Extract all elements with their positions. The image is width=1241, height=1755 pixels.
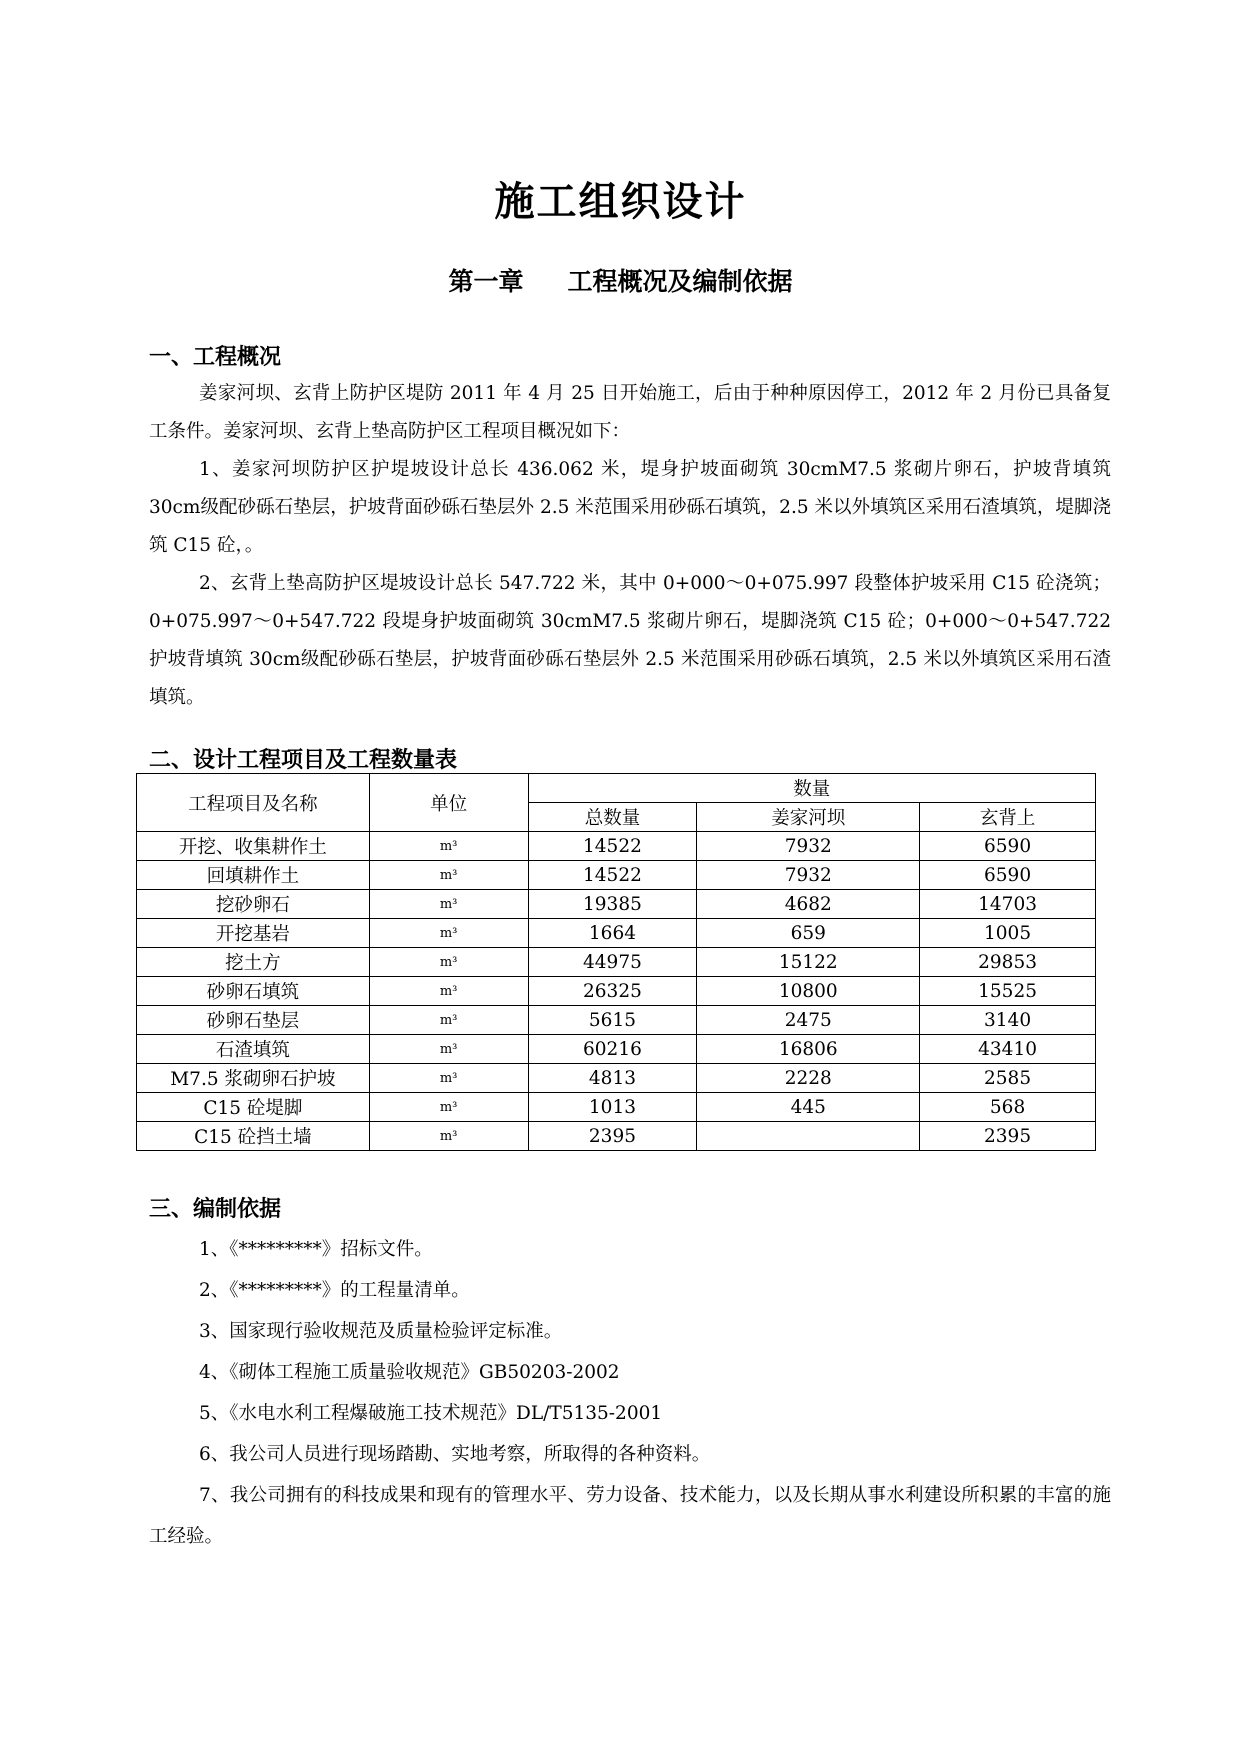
table-row	[137, 1064, 1096, 1093]
overview-paragraph: 姜家河坝、玄背上防护区堤防 2011 年 4 月 25 日开始施工，后由于种种原因停工，2012 年 2 月份已具备复工条件。姜家河坝、玄背上垫高防护区工程项目概况如下：	[149, 383, 1111, 442]
item-name-cell: C15 砼堤脚	[137, 1093, 370, 1122]
header-total: 总数量	[528, 803, 697, 832]
jiangjiaheba-cell: 7932	[697, 861, 920, 890]
total-cell: 14522	[528, 861, 697, 890]
table-row	[137, 948, 1096, 977]
item-name-cell: 石渣填筑	[137, 1035, 370, 1064]
xuanbeishang-cell: 14703	[920, 890, 1096, 919]
item-name-cell: 挖砂卵石	[137, 890, 370, 919]
total-cell: 44975	[528, 948, 697, 977]
basis-item: 7、我公司拥有的科技成果和现有的管理水平、劳力设备、技术能力，以及长期从事水利建设所积累的丰富的施工经验。	[149, 1485, 1111, 1547]
table-row	[137, 1035, 1096, 1064]
xuanbeishang-cell: 568	[920, 1093, 1096, 1122]
jiangjiaheba-cell: 16806	[697, 1035, 920, 1064]
item-name-cell: 开挖、收集耕作土	[137, 832, 370, 861]
basis-item: 2、《*********》的工程量清单。	[199, 1280, 470, 1301]
header-quantity: 数量	[528, 774, 1095, 803]
header-item: 工程项目及名称	[137, 774, 370, 832]
basis-item: 1、《*********》招标文件。	[199, 1239, 433, 1260]
header-xuanbeishang: 玄背上	[920, 803, 1096, 832]
xuanbeishang-cell: 29853	[920, 948, 1096, 977]
total-cell: 60216	[528, 1035, 697, 1064]
chapter-number: 第一章	[448, 267, 524, 296]
document-title: 施工组织设计	[494, 179, 747, 225]
header-jiangjiaheba: 姜家河坝	[697, 803, 920, 832]
unit-cell: m³	[369, 832, 528, 861]
basis-item: 6、我公司人员进行现场踏勘、实地考察，所取得的各种资料。	[199, 1444, 711, 1465]
table-row	[137, 1093, 1096, 1122]
item-name-cell: 挖土方	[137, 948, 370, 977]
item-name-cell: 砂卵石垫层	[137, 1006, 370, 1035]
table-row	[137, 977, 1096, 1006]
item-name-cell: 砂卵石填筑	[137, 977, 370, 1006]
xuanbeishang-cell: 6590	[920, 861, 1096, 890]
section2-heading: 二、设计工程项目及工程数量表	[149, 748, 458, 773]
item-name-cell: 开挖基岩	[137, 919, 370, 948]
total-cell: 1013	[528, 1093, 697, 1122]
chapter-heading	[0, 262, 1241, 298]
jiangjiaheba-cell: 7932	[697, 832, 920, 861]
jiangjiaheba-cell: 15122	[697, 948, 920, 977]
jiangjiaheba-cell: 2475	[697, 1006, 920, 1035]
overview-item-1: 1、姜家河坝防护区护堤坡设计总长 436.062 米，堤身护坡面砌筑 30cmM7.5 浆砌片卵石，护坡背填筑 30cm级配砂砾石垫层，护坡背面砂砾石垫层外 2.5 米范围采用砂砾石填筑，2.5 米以外填筑区采用石渣填筑，堤脚浇筑 C15 砼，。	[149, 459, 1111, 556]
overview-item-2: 2、玄背上垫高防护区堤坡设计总长 547.722 米，其中 0+000～0+075.997 段整体护坡采用 C15 砼浇筑；0+075.997～0+547.722 段堤身护坡面砌筑 30cmM7.5 浆砌片卵石，堤脚浇筑 C15 砼；0+000～0+547.722 护坡背填筑 30cm级配砂砾石垫层，护坡背面砂砾石垫层外 2.5 米范围采用砂砾石填筑，2.5 米以外填筑区采用石渣填筑。	[149, 573, 1111, 708]
section3-heading: 三、编制依据	[149, 1197, 282, 1222]
table-row	[137, 1006, 1096, 1035]
unit-cell: m³	[369, 890, 528, 919]
xuanbeishang-cell: 43410	[920, 1035, 1096, 1064]
unit-cell: m³	[369, 919, 528, 948]
item-name-cell: M7.5 浆砌卵石护坡	[137, 1064, 370, 1093]
unit-cell: m³	[369, 1064, 528, 1093]
total-cell: 14522	[528, 832, 697, 861]
table-row	[137, 1122, 1096, 1151]
unit-cell: m³	[369, 1006, 528, 1035]
unit-cell: m³	[369, 1122, 528, 1151]
xuanbeishang-cell: 2395	[920, 1122, 1096, 1151]
unit-cell: m³	[369, 861, 528, 890]
table-row	[137, 919, 1096, 948]
unit-cell: m³	[369, 977, 528, 1006]
xuanbeishang-cell: 6590	[920, 832, 1096, 861]
jiangjiaheba-cell: 445	[697, 1093, 920, 1122]
basis-item: 5、《水电水利工程爆破施工技术规范》DL/T5135-2001	[199, 1403, 663, 1424]
total-cell: 19385	[528, 890, 697, 919]
unit-cell: m³	[369, 948, 528, 977]
chapter-name: 工程概况及编制依据	[567, 267, 793, 296]
jiangjiaheba-cell: 659	[697, 919, 920, 948]
table-row	[137, 890, 1096, 919]
total-cell: 4813	[528, 1064, 697, 1093]
table-row	[137, 832, 1096, 861]
unit-cell: m³	[369, 1035, 528, 1064]
xuanbeishang-cell: 3140	[920, 1006, 1096, 1035]
basis-item: 3、国家现行验收规范及质量检验评定标准。	[199, 1321, 563, 1342]
basis-item: 4、《砌体工程施工质量验收规范》GB50203-2002	[199, 1362, 620, 1383]
xuanbeishang-cell: 1005	[920, 919, 1096, 948]
table-row	[137, 861, 1096, 890]
jiangjiaheba-cell: 2228	[697, 1064, 920, 1093]
header-unit: 单位	[369, 774, 528, 832]
item-name-cell: C15 砼挡土墙	[137, 1122, 370, 1151]
xuanbeishang-cell: 2585	[920, 1064, 1096, 1093]
jiangjiaheba-cell	[697, 1122, 920, 1151]
total-cell: 5615	[528, 1006, 697, 1035]
quantity-table	[136, 773, 1096, 1151]
jiangjiaheba-cell: 10800	[697, 977, 920, 1006]
item-name-cell: 回填耕作土	[137, 861, 370, 890]
total-cell: 1664	[528, 919, 697, 948]
table-header-row	[137, 774, 1096, 803]
total-cell: 2395	[528, 1122, 697, 1151]
section1-heading: 一、工程概况	[149, 345, 282, 370]
xuanbeishang-cell: 15525	[920, 977, 1096, 1006]
unit-cell: m³	[369, 1093, 528, 1122]
jiangjiaheba-cell: 4682	[697, 890, 920, 919]
total-cell: 26325	[528, 977, 697, 1006]
